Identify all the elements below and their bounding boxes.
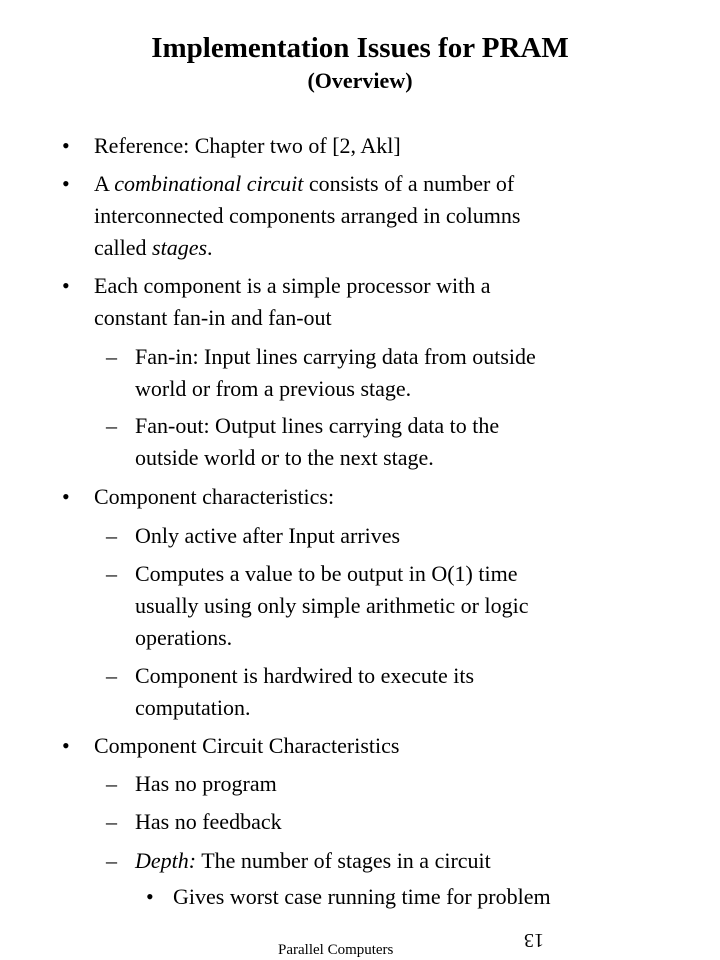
sub-bullet-computes-line1: Computes a value to be output in O(1) time [135,561,518,586]
bullet-component-characteristics: Component characteristics: [94,484,335,509]
text-span: The number of stages in a circuit [196,848,491,873]
bullet-combinational-circuit-line1 [94,168,514,200]
sub-bullet-no-feedback: Has no feedback [135,809,282,834]
sub-bullet-computes-line2: usually using only simple arithmetic or logic [135,593,529,618]
slide-title: Implementation Issues for PRAM [151,32,569,64]
dash-symbol: – [106,809,117,834]
bullet-circuit-characteristics: Component Circuit Characteristics [94,733,400,758]
text-span: . [207,235,213,260]
bullet-symbol: • [62,484,70,509]
sub-bullet-fan-in-line2: world or from a previous stage. [135,376,412,401]
bullet-symbol: • [62,133,70,158]
emphasis-depth: Depth: [135,848,197,873]
footer-text: Parallel Computers [278,942,394,958]
sub-bullet-fan-in-line1: Fan-in: Input lines carrying data from outside [135,344,536,369]
emphasis-stages: stages [152,235,208,260]
sub-bullet-hardwired-line1: Component is hardwired to execute its [135,663,475,688]
bullet-symbol: • [62,171,70,196]
bullet-symbol: • [146,884,154,909]
sub-sub-bullet-worst-case: Gives worst case running time for problem [173,884,551,909]
bullet-combinational-circuit-line3 [94,232,213,264]
emphasis-combinational-circuit: combinational circuit [114,171,304,196]
bullet-component-line2: constant fan-in and fan-out [94,305,332,330]
slide-subtitle: (Overview) [307,68,413,93]
slide-title-block [0,30,720,96]
dash-symbol: – [106,561,117,586]
dash-symbol: – [106,413,117,438]
sub-bullet-depth [135,845,491,877]
sub-bullet-only-active: Only active after Input arrives [135,523,401,548]
bullet-symbol: • [62,733,70,758]
dash-symbol: – [106,523,117,548]
bullet-component-line1: Each component is a simple processor with a [94,273,491,298]
sub-bullet-fan-out-line1: Fan-out: Output lines carrying data to the [135,413,500,438]
page-number: 13 [524,929,544,951]
sub-bullet-computes-line3: operations. [135,625,233,650]
text-span: consists of a number of [303,171,515,196]
dash-symbol: – [106,771,117,796]
sub-bullet-hardwired-line2: computation. [135,695,251,720]
sub-bullet-fan-out-line2: outside world or to the next stage. [135,445,434,470]
text-span: called [94,235,153,260]
dash-symbol: – [106,663,117,688]
dash-symbol: – [106,344,117,369]
bullet-symbol: • [62,273,70,298]
bullet-reference: Reference: Chapter two of [2, Akl] [94,133,401,158]
dash-symbol: – [106,848,117,873]
bullet-combinational-circuit-line2: interconnected components arranged in columns [94,203,521,228]
text-span: A [94,171,115,196]
sub-bullet-no-program: Has no program [135,771,277,796]
